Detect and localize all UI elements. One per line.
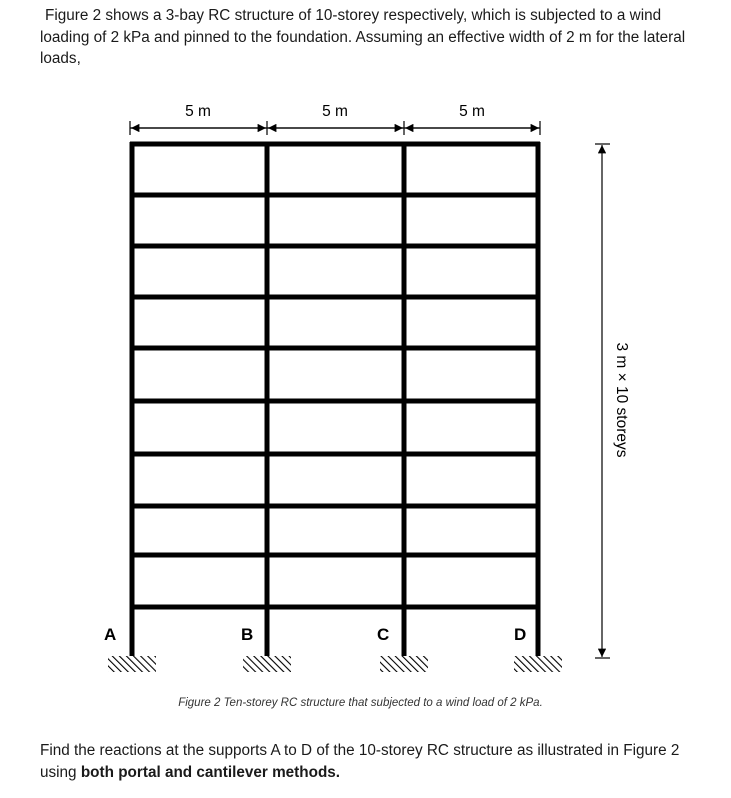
figure-caption-text: Figure 2 Ten-storey RC structure that subjected to a wind load of 2 kPa. — [178, 697, 543, 709]
width-dimension — [130, 103, 540, 135]
figure-caption — [0, 697, 731, 709]
height-dimension — [595, 144, 630, 658]
problem-statement-text: Figure 2 shows a 3-bay RC structure of 10-storey respectively, which is subjected to a wind loading of 2 kPa and pinned to the foundation. Assuming an effective width of 2 m for the lateral loads, — [40, 7, 686, 67]
support-label-a: A — [104, 625, 117, 644]
support-label-b: B — [241, 625, 254, 644]
bay-2-label: 5 m — [322, 103, 348, 120]
support-c-hatch — [380, 656, 428, 672]
bay-1-label: 5 m — [185, 103, 211, 120]
support-a-hatch — [108, 656, 156, 672]
support-label-c: C — [377, 625, 390, 644]
question-text-methods: both portal and cantilever methods. — [80, 764, 341, 781]
height-label: 3 m × 10 storeys — [613, 342, 630, 458]
beams — [130, 144, 540, 607]
bay-3-label: 5 m — [459, 103, 485, 120]
support-b-hatch — [243, 656, 291, 672]
support-d-hatch — [514, 656, 562, 672]
question-text — [40, 740, 720, 784]
supports — [104, 625, 562, 672]
support-label-d: D — [514, 625, 527, 644]
question-text-prefix: Find the reactions at the supports A to D of the 10-storey RC structure as illustrated in Figure 2 using — [40, 742, 680, 781]
